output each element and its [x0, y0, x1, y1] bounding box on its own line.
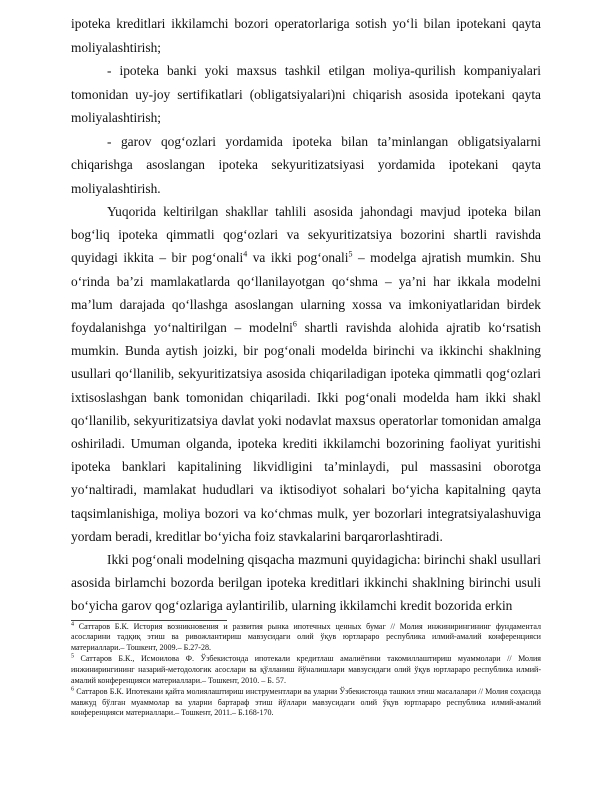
footnote-5	[71, 654, 541, 686]
paragraph-4-part-b: va ikki pog‘onali	[247, 250, 349, 266]
document-page	[71, 12, 541, 719]
paragraph-3: - garov qog‘ozlari yordamida ipoteka bilan ta’minlangan obligatsiyalarni chiqarishga asoslangan ipoteka sekyuritizatsiyasi yordamida ipotekani qayta moliyalashtirish.	[71, 133, 541, 196]
footnote-text: Саттаров Б.К. История возникновения и развития рынка ипотечных ценных бумаг // Молия инжинирингининг фундаментал асосларини тадқиқ этиш ва ривожлантириш мавзусидаги олий ўқув юртлараро республика илмий-амалий конференцияси материаллари.– Тошкент, 2009.– Б.27-28.	[71, 621, 541, 652]
footnote-separator	[71, 620, 227, 621]
paragraph-2: - ipoteka banki yoki maxsus tashkil etilgan moliya-qurilish kompaniyalari tomonidan uy-joy sertifikatlari (obligatsiyalari)ni chiqarish asosida ipotekani qayta moliyalashtirish;	[71, 63, 541, 125]
paragraph-4	[71, 200, 541, 548]
footnote-number: 6	[71, 686, 74, 693]
footnote-ref-6: 6	[292, 319, 297, 329]
footnote-number: 4	[71, 620, 74, 627]
paragraph-4-part-a: Yuqorida keltirilgan shakllar tahlili asosida jahondagi mavjud ipoteka bilan bog‘liq ipoteka qimmatli qog‘ozlari va sekyuritizatsiya bozorini shartli ravishda quyidagi ikkita – bir pog‘onali	[71, 204, 541, 266]
footnote-6	[71, 687, 541, 719]
footnote-number: 5	[71, 653, 74, 660]
footnote-text: Саттаров Б.К. Ипотекани қайта молиялаштириш инструментлари ва уларни Ўзбекистонда ташкил этиш масалалари // Молия соҳасида мавжуд бўлган муаммолар ва уларни бартараф этиш йўллари мавзусидаги олий ўқув юртлараро республика илмий-амалий конференцияси материаллари.– Тошкент, 2011.– Б.168-170.	[71, 687, 541, 718]
paragraph-1: ipoteka kreditlari ikkilamchi bozori operatorlariga sotish yo‘li bilan ipotekani qayta moliyalashtirish;	[71, 16, 541, 55]
footnote-ref-4: 4	[243, 249, 248, 259]
footnote-4	[71, 622, 541, 654]
footnote-text: Саттаров Б.К., Исмоилова Ф. Ўзбекистонда ипотекали кредитлаш амалиётини такомиллаштириш муаммолари // Молия инжинирингининг назарий-методологик асослари ва қўлланиш йўналишлари мавзусидаги олий ўқув юртлараро республика илмий-амалий конференцияси материаллари.– Тошкент, 2010. – Б. 57.	[71, 654, 541, 685]
paragraph-5: Ikki pog‘onali modelning qisqacha mazmuni quyidagicha: birinchi shakl usullari asosida birlamchi bozorda berilgan ipoteka kreditlari ikkinchi shaklning birinchi usuli bo‘yicha garov qog‘ozlariga aylantirilib, ularning ikkilamchi kredit bozorida erkin	[71, 552, 541, 614]
footnote-ref-5: 5	[348, 249, 353, 259]
paragraph-4-part-c: – modelga ajratish mumkin. Shu o‘rinda ba’zi mamlakatlarda qo‘llanilayotgan qo‘shma – ya’ni har ikkala modelni ma’lum darajada qo‘llashga asoslangan ularning xossa va imkoniyatlaridan birdek foydalanishga yo‘naltirilgan – modelni	[71, 250, 542, 336]
paragraph-4-part-d: shartli ravishda alohida ajratib ko‘rsatish mumkin. Bunda aytish joizki, bir pog‘onali modelda birinchi va ikkinchi shaklning usullari qo‘llanilib, sekyuritizatsiya asosida chiqariladigan ipoteka qimmatli qog‘ozlari ixtisoslashgan bank tomonidan chiqariladi. Ikki pog‘onali modelda ham ikki shakl qo‘llanilib, sekyuritizatsiya davlat yoki nodavlat maxsus operatorlar tomonidan amalga oshiriladi. Umuman olganda, ipoteka krediti ikkilamchi bozorining faoliyat yuritishi ipoteka banklari kapitalining likvidligini ta’minlaydi, pul massasini oborotga yo‘naltiradi, mamlakat hududlari va iktisodiyot sohalari bo‘yicha kapitalning qayta taqsimlanishiga, moliya bozori va ko‘chmas mulk, yer bozorlari integratsiyalashuviga yordam beradi, kreditlar bo‘yicha foiz stavkalarini barqarorlashtiradi.	[71, 320, 541, 544]
